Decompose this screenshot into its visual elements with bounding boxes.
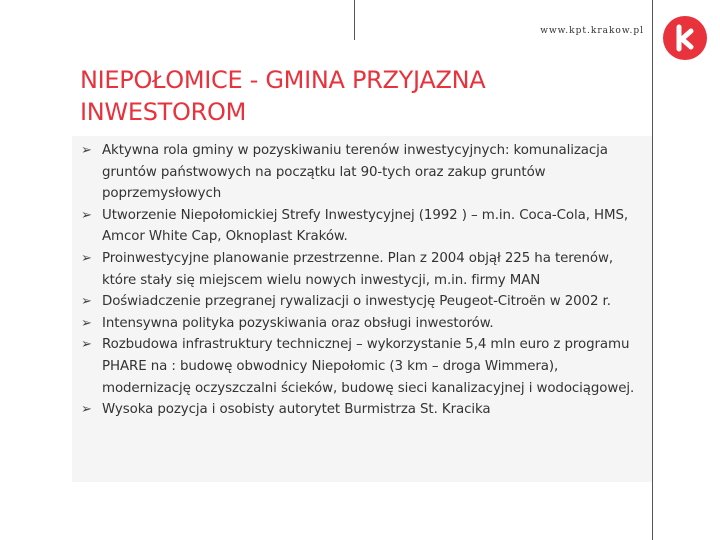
k-logo-icon — [663, 16, 707, 60]
arrow-bullet-icon: ➢ — [81, 337, 92, 353]
bullet-text: Utworzenie Niepołomickiej Strefy Inwestycyjnej (1992 ) – m.in. Coca-Cola, HMS, Amcor White Cap, Oknoplast Kraków. — [102, 207, 629, 245]
top-divider-line — [354, 0, 355, 40]
bullet-text: Wysoka pozycja i osobisty autorytet Burmistrza St. Kracika — [102, 402, 491, 418]
bullet-text: Intensywna polityka pozyskiwania oraz obsługi inwestorów. — [102, 315, 494, 331]
list-item — [80, 248, 645, 291]
arrow-bullet-icon: ➢ — [81, 315, 92, 331]
slide-title: NIEPOŁOMICE - GMINA PRZYJAZNA INWESTOROM — [80, 66, 486, 126]
right-divider-line — [652, 0, 653, 540]
bullet-list — [80, 140, 645, 421]
arrow-bullet-icon: ➢ — [81, 250, 92, 266]
bullet-text: Proinwestycyjne planowanie przestrzenne. Plan z 2004 objął 225 ha terenów, które stały się miejscem wielu nowych inwestycji, m.in. firmy MAN — [102, 250, 613, 288]
list-item — [80, 140, 645, 205]
list-item — [80, 313, 645, 335]
list-item — [80, 291, 645, 313]
list-item — [80, 205, 645, 248]
arrow-bullet-icon: ➢ — [81, 294, 92, 310]
bullet-text: Doświadczenie przegranej rywalizacji o inwestycję Peugeot-Citroën w 2002 r. — [102, 294, 611, 310]
list-item — [80, 399, 645, 421]
arrow-bullet-icon: ➢ — [81, 402, 92, 418]
arrow-bullet-icon: ➢ — [81, 143, 92, 158]
website-url[interactable]: www.kpt.krakow.pl — [540, 26, 644, 36]
arrow-bullet-icon: ➢ — [81, 207, 92, 223]
bullet-text: Aktywna rola gminy w pozyskiwaniu terenów inwestycyjnych: komunalizacja gruntów państwowych na początku lat 90-tych oraz zakup gruntów poprzemysłowych — [102, 143, 608, 202]
list-item — [80, 334, 645, 399]
bullet-text: Rozbudowa infrastruktury technicznej – wykorzystanie 5,4 mln euro z programu PHARE na : budowę obwodnicy Niepołomic (3 km – droga Wimmera), modernizację oczyszczalni ścieków, budowę sieci kanalizacyjnej i wodociągowej. — [102, 337, 635, 396]
